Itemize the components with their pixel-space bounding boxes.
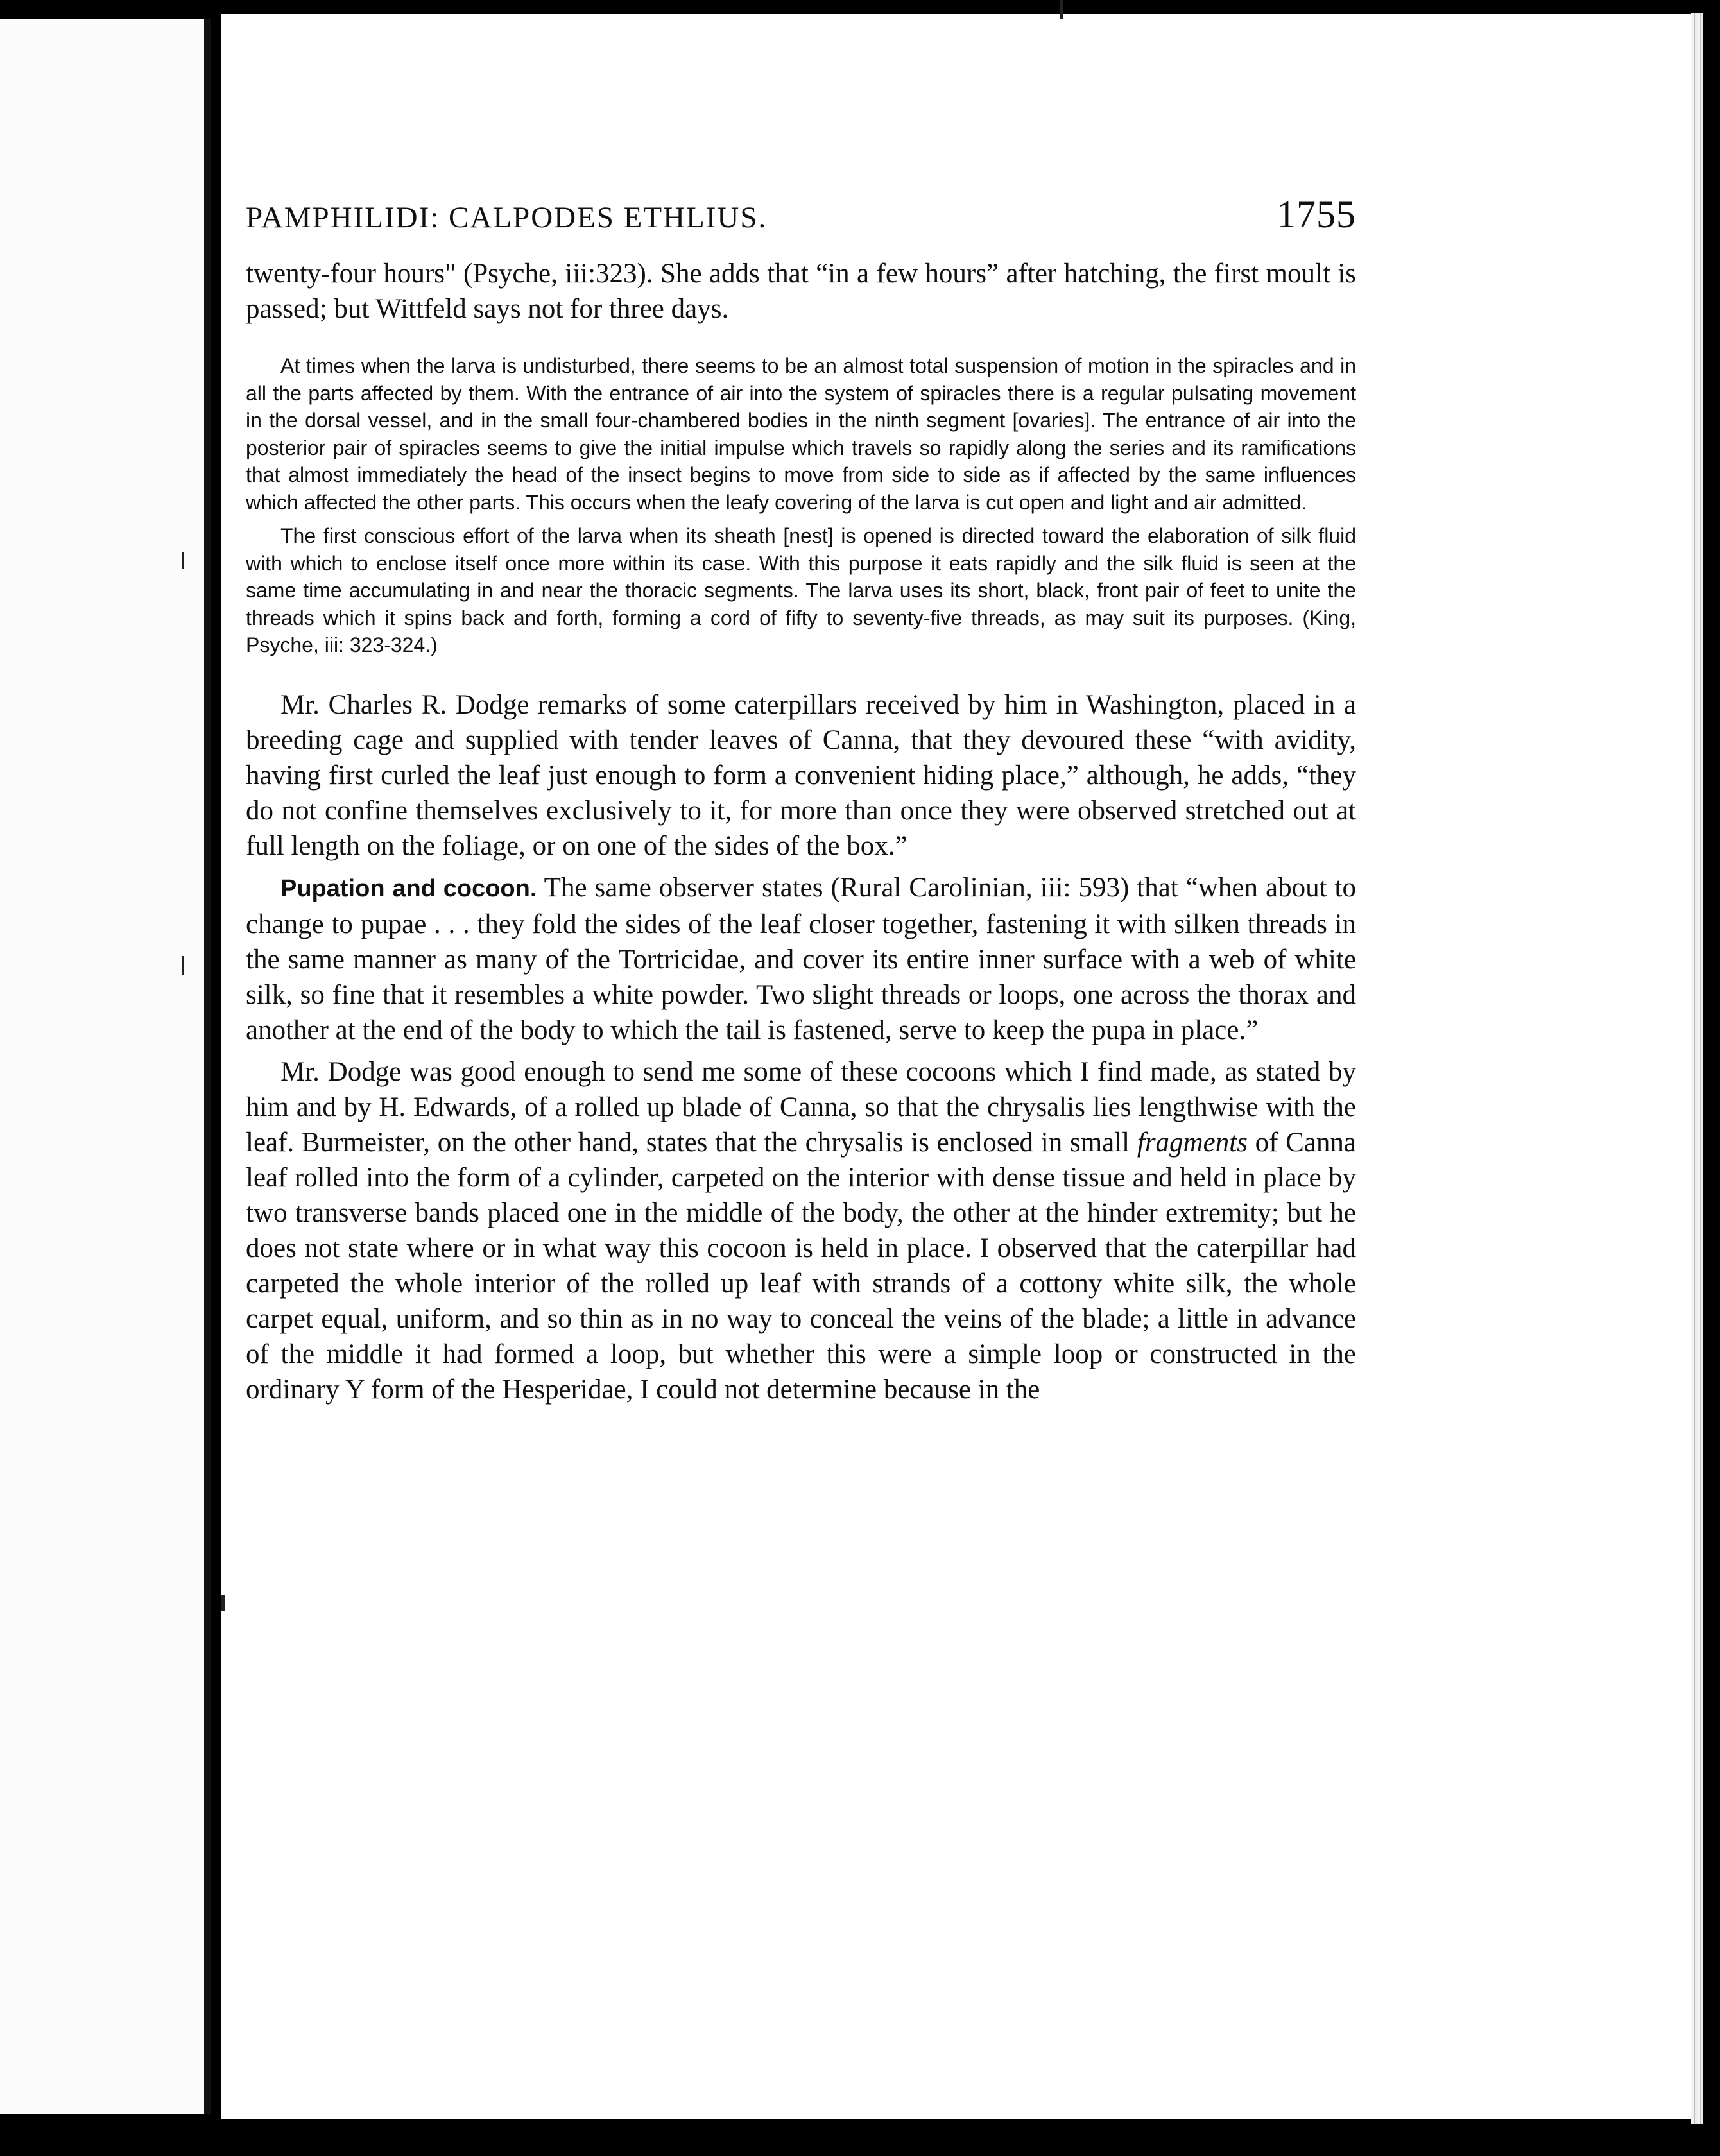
scan-mark — [1060, 0, 1063, 19]
running-head-title: PAMPHILIDI: CALPODES ETHLIUS. — [246, 201, 768, 234]
final-text-part-1: Mr. Dodge was good enough to send me some of these cocoons which I find made, as stated by him and by H. Edwards, of a rolled up blade of Canna, so that the chrysalis lies lengthwise with the leaf. Burmeister, on the other hand, states that the chrysalis is enclosed in small — [246, 1056, 1356, 1158]
page-number: 1755 — [1277, 193, 1356, 235]
running-head — [246, 193, 1356, 237]
opening-paragraph: twenty-four hours" (Psyche, iii:323). She adds that “in a few hours” after hatching, the first moult is passed; but Wittfeld says not for three days. — [246, 259, 1356, 324]
section-sidehead: Pupation and cocoon. — [280, 875, 537, 902]
page-stack-edge — [1691, 13, 1703, 2124]
final-paragraph — [246, 1054, 1356, 1407]
scan-mark — [221, 1595, 225, 1611]
pupation-text: The same observer states (Rural Carolinian, iii: 593) that “when about to change to pupae . . . they fold the sides of the leaf closer together, fastening it with silken threads in the same manner as many of the Tortricidae, and cover its entire inner surface with a web of white silk, so fine that it resembles a white powder. Two slight threads or loops, one across the thorax and another at the end of the body to which the tail is fastened, serve to keep the pupa in place.” — [246, 872, 1356, 1045]
pupation-paragraph — [246, 870, 1356, 1048]
quotation-paragraph: At times when the larva is undisturbed, there seems to be an almost total suspension of motion in the spiracles and in all the parts affected by them. With the entrance of air into the system of spiracles there is a regular pulsating movement in the dorsal vessel, and in the small four-chambered bodies in the ninth segment [ovaries]. The entrance of air into the posterior pair of spiracles seems to give the initial impulse which travels so rapidly along the series and its ramifications that almost immediately the head of the insect begins to move from side to side as if affected by the same influences which affected the other parts. This occurs when the leafy covering of the larva is cut open and light and air admitted. — [246, 354, 1356, 514]
scan-mark — [182, 552, 184, 569]
page-content — [246, 193, 1356, 1407]
quotation-block — [246, 352, 1356, 659]
emphasized-word: fragments — [1137, 1127, 1248, 1158]
facing-page-edge — [0, 19, 211, 2114]
quotation-paragraph: The first conscious effort of the larva when its sheath [nest] is opened is directed toward the elaboration of silk fluid with which to enclose itself once more within its case. With this purpose it eats rapidly and the silk fluid is seen at the same time accumulating in and near the thoracic segments. The larva uses its short, black, front pair of feet to unite the threads which it spins back and forth, forming a cord of fifty to seventy-five threads, as may suit its purposes. (King, Psyche, iii: 323-324.) — [246, 524, 1356, 656]
scan-mark — [182, 956, 184, 975]
final-text-part-2: of Canna leaf rolled into the form of a cylinder, carpeted on the interior with dense tissue and held in place by two transverse bands placed one in the middle of the body, the other at the hinder extremity; but he does not state where or in what way this cocoon is held in place. I observed that the caterpillar had carpeted the whole interior of the rolled up leaf with strands of a cottony white silk, the whole carpet equal, uniform, and so thin as in no way to conceal the veins of the blade; a little in advance of the middle it had formed a loop, but whether this were a simple loop or constructed in the ordinary Y form of the Hesperidae, I could not determine because in the — [246, 1127, 1357, 1405]
dodge-paragraph: Mr. Charles R. Dodge remarks of some caterpillars received by him in Washington, placed in a breeding cage and supplied with tender leaves of Canna, that they devoured these “with avidity, having first curled the leaf just enough to form a convenient hiding place,” although, he adds, “they do not confine themselves exclusively to it, for more than once they were observed stretched out at full length on the foliage, or on one of the sides of the box.” — [246, 689, 1356, 861]
